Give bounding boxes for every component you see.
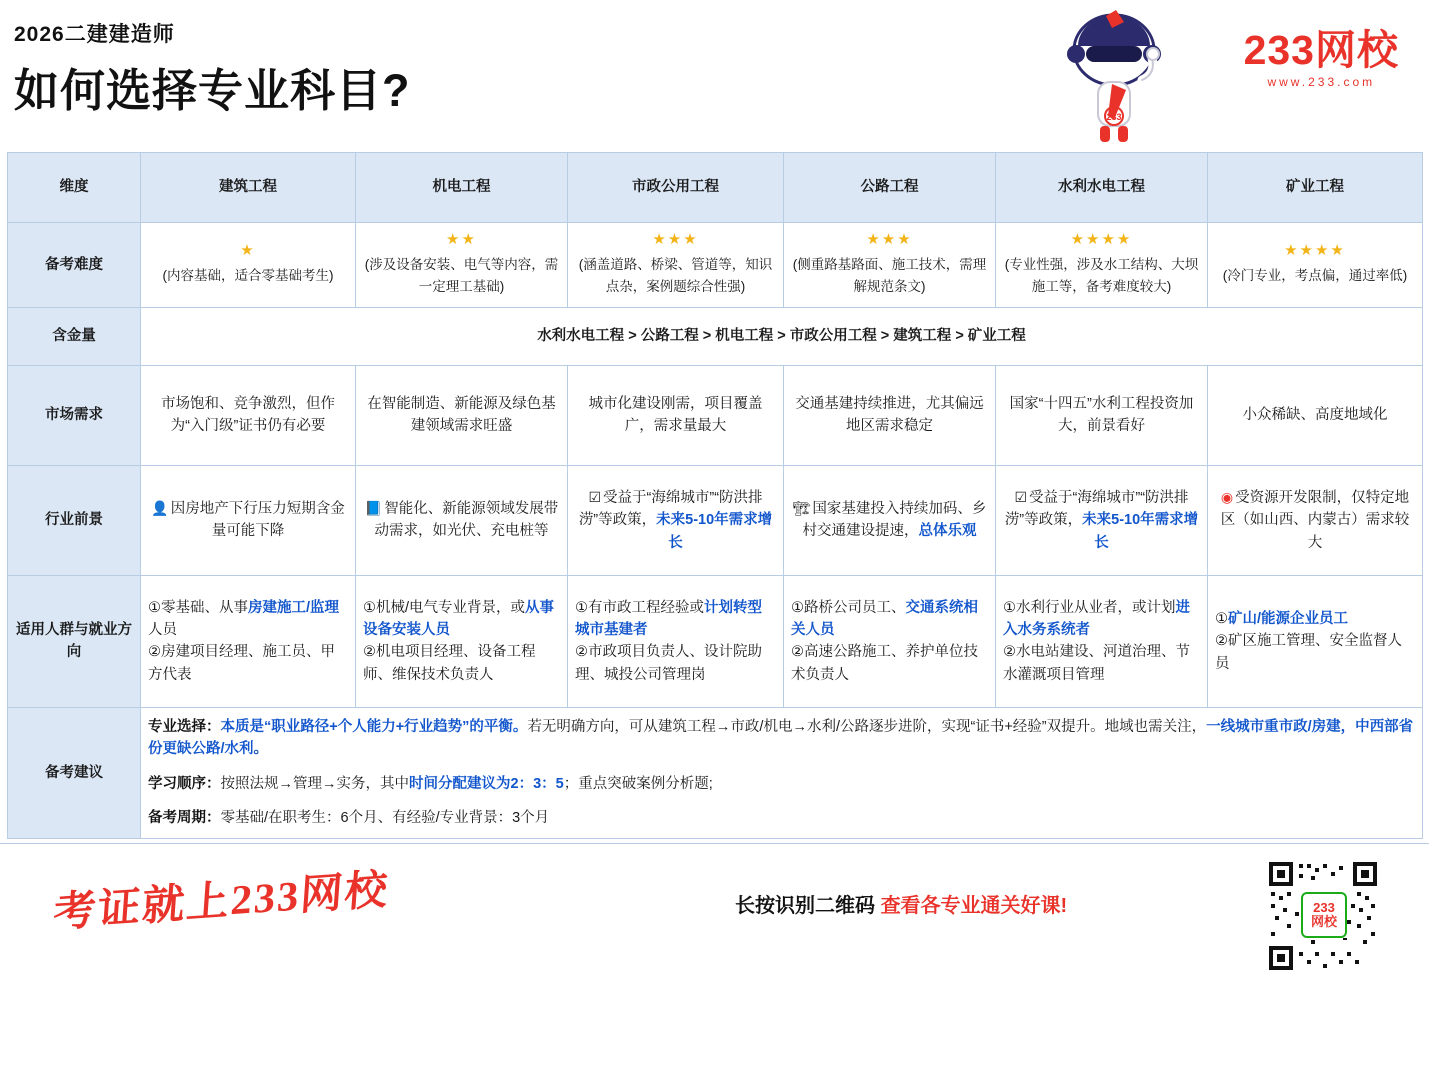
cell-demand-jianzhu: 市场饱和、竞争激烈，但作为“入门级”证书仍有必要 [141,365,356,465]
page-header [0,0,1429,152]
advice-highlight-1: 本质是“职业路径+个人能力+行业趋势”的平衡。 [220,718,528,735]
footer-slogan: 考证就上233网校 [51,867,391,937]
qr-code[interactable] [1267,860,1379,972]
page-title: 如何选择专业科目? [14,65,411,116]
cell-text: ① [1215,610,1228,627]
cell-demand-gonglu: 交通基建持续推进，尤其偏远地区需求稳定 [784,365,996,465]
cell-text: (侧重路基路面、施工技术，需理解规范条文) [792,257,987,295]
cell-text: ②矿区施工管理、安全监督人员 [1215,633,1402,672]
table-row [8,575,1423,707]
qr-logo-top: 233 [1313,900,1335,916]
row-label-text: 适用人群与就业方向 [16,621,132,661]
cell-text: 受资源开发限制，仅特定地区（如山西、内蒙古）需求较大 [1220,489,1410,551]
table-row [8,307,1423,365]
col-header-jianzhu: 建筑工程 [141,153,356,223]
cell-text: ②市政项目负责人、设计院助理、城投公司管理岗 [575,644,762,683]
brand-name: 233网校 [1243,27,1399,73]
cell-outlook-kuangye [1208,465,1423,575]
cell-highlight: 未来5-10年需求增长 [656,512,773,551]
cell-highlight: 房建施工/监理 [248,599,340,616]
col-header-jidian: 机电工程 [356,153,568,223]
cell-demand-jidian: 在智能制造、新能源及绿色基建领域需求旺盛 [356,365,568,465]
advice-highlight-2: 一线城市重市政/房建，中西部省份更缺公路/水利。 [148,718,1414,758]
star-rating: ★★★★ [1284,242,1346,260]
cell-audience-kuangye [1208,575,1423,707]
cell-outlook-shizheng [568,465,784,575]
cell-highlight: 矿山/能源企业员工 [1228,610,1349,627]
cell-text: ①有市政工程经验或 [575,599,704,616]
footer-qr-hint-group [735,889,1067,918]
advice-text-4: 零基础/在职考生：6个月、有经验/专业背景：3个月 [220,810,550,827]
col-header-shuili: 水利水电工程 [996,153,1208,223]
cell-highlight: 进入水务系统者 [1003,599,1190,638]
cell-text: 人员 [148,621,177,638]
cell-difficulty-shuili [996,223,1208,308]
col-header-shizheng: 市政公用工程 [568,153,784,223]
cell-text: ①路桥公司员工、 [791,599,906,616]
col-header-kuangye: 矿业工程 [1208,153,1423,223]
advice-text-1: 若无明确方向，可从建筑工程→市政/机电→水利/公路逐步进阶，实现“证书+经验”双提升。地域也需关注， [527,718,1207,735]
cell-demand-kuangye: 小众稀缺、高度地域化 [1208,365,1423,465]
svg-text:233: 233 [1106,112,1122,122]
cell-text: ①零基础、从事 [148,599,248,616]
mascot-icon [1054,8,1174,148]
row-label-advice: 备考建议 [8,707,141,838]
cell-highlight: 计划转型城市基建者 [575,599,762,638]
cell-highlight: 从事设备安装人员 [363,599,555,638]
cell-text: (专业性强，涉及水工结构、大坝施工等，备考难度较大) [1004,257,1199,295]
col-header-dimension: 维度 [8,153,141,223]
cell-audience-jianzhu [141,575,356,707]
row-label-outlook: 行业前景 [8,465,141,575]
qr-logo-bottom: 网校 [1310,913,1337,929]
page-footer [0,843,1429,988]
table-header-row [8,153,1423,223]
cell-difficulty-jidian [356,223,568,308]
cell-outlook-jidian [356,465,568,575]
cell-audience-gonglu [784,575,996,707]
cell-outlook-shuili [996,465,1208,575]
target-icon: ◉ [1220,488,1234,505]
row-label-audience [8,575,141,707]
cell-difficulty-jianzhu [141,223,356,308]
qr-hint-text: 长按识别二维码 [735,894,875,917]
advice-highlight-3: 时间分配建议为2：3：5 [409,775,564,792]
cell-text: 受益于“海绵城市”“防洪排涝”等政策， [578,489,763,529]
star-rating: ★★★ [652,231,699,248]
table-row [8,365,1423,465]
brand-url: www.233.com [1267,75,1376,89]
cell-text: ②房建项目经理、施工员、甲方代表 [148,644,335,683]
table-row [8,465,1423,575]
table-row [8,223,1423,308]
book-icon: 📘 [364,499,383,516]
cell-text: ②高速公路施工、养护单位技术负责人 [791,644,978,683]
cell-text: ②水电站建设、河道治理、节水灌溉项目管理 [1003,644,1190,683]
advice-text-2: 按照法规→管理→实务，其中 [220,775,409,792]
check-box-icon: ☑ [1014,488,1028,505]
cell-highlight: 总体乐观 [918,523,977,540]
cell-demand-shuili: 国家“十四五”水利工程投资加大，前景看好 [996,365,1208,465]
cell-text: (涉及设备安装、电气等内容，需一定理工基础) [364,257,559,295]
cell-highlight: 交通系统相关人员 [791,599,978,638]
cell-advice [141,707,1423,838]
table-row [8,707,1423,838]
cell-audience-shizheng [568,575,784,707]
advice-paragraph-3 [148,807,1415,829]
star-rating: ★★★ [866,231,913,248]
cell-outlook-gonglu [784,465,996,575]
cell-demand-shizheng: 城市化建设刚需，项目覆盖广，需求量最大 [568,365,784,465]
cell-outlook-jianzhu [141,465,356,575]
qr-center-logo [1301,892,1347,938]
page-subtitle: 2026二建建造师 [14,23,175,46]
cell-text: (冷门专业，考点偏，通过率低) [1222,268,1408,284]
star-rating: ★ [240,242,256,260]
advice-label-2: 学习顺序： [148,775,221,792]
advice-paragraph-2 [148,773,1415,795]
row-label-value: 含金量 [8,307,141,365]
cell-difficulty-gonglu [784,223,996,308]
cell-text: ①机械/电气专业背景，或 [363,599,526,616]
cell-difficulty-shizheng [568,223,784,308]
cell-value-ranking: 水利水电工程 > 公路工程 > 机电工程 > 市政公用工程 > 建筑工程 > 矿业工程 [141,307,1423,365]
cell-difficulty-kuangye [1208,223,1423,308]
cell-text: 国家基建投入持续加码、乡村交通建设提速， [802,500,987,540]
advice-paragraph-1 [148,716,1415,761]
star-rating: ★★★★ [1070,231,1133,248]
advice-label-1: 专业选择： [148,718,221,735]
check-box-icon: ☑ [588,488,602,505]
cell-text: ①水利行业从业者，或计划 [1003,599,1176,616]
cell-text: ②机电项目经理、设备工程师、维保技术负责人 [363,644,536,683]
row-label-difficulty: 备考难度 [8,223,141,308]
brand-logo [1243,27,1399,89]
cell-audience-jidian [356,575,568,707]
construction-icon: 🏗 [792,499,811,516]
star-rating: ★★ [446,231,477,248]
qr-cta-text: 查看各专业通关好课! [880,894,1068,917]
advice-text-3: ；重点突破案例分析题; [563,775,713,792]
comparison-table [7,152,1423,839]
cell-text: 因房地产下行压力短期含金量可能下降 [170,500,345,540]
cell-highlight: 未来5-10年需求增长 [1082,512,1199,551]
cell-text: 受益于“海绵城市”“防洪排涝”等政策， [1004,489,1189,529]
person-icon: 👤 [151,499,169,516]
cell-text: 智能化、新能源领域发展带动需求，如光伏、充电桩等 [374,500,559,540]
row-label-demand: 市场需求 [8,365,141,465]
col-header-gonglu: 公路工程 [784,153,996,223]
advice-label-3: 备考周期： [148,810,221,827]
cell-audience-shuili [996,575,1208,707]
cell-text: (内容基础，适合零基础考生) [162,268,334,284]
cell-text: (涵盖道路、桥梁、管道等，知识点杂，案例题综合性强) [578,257,773,295]
